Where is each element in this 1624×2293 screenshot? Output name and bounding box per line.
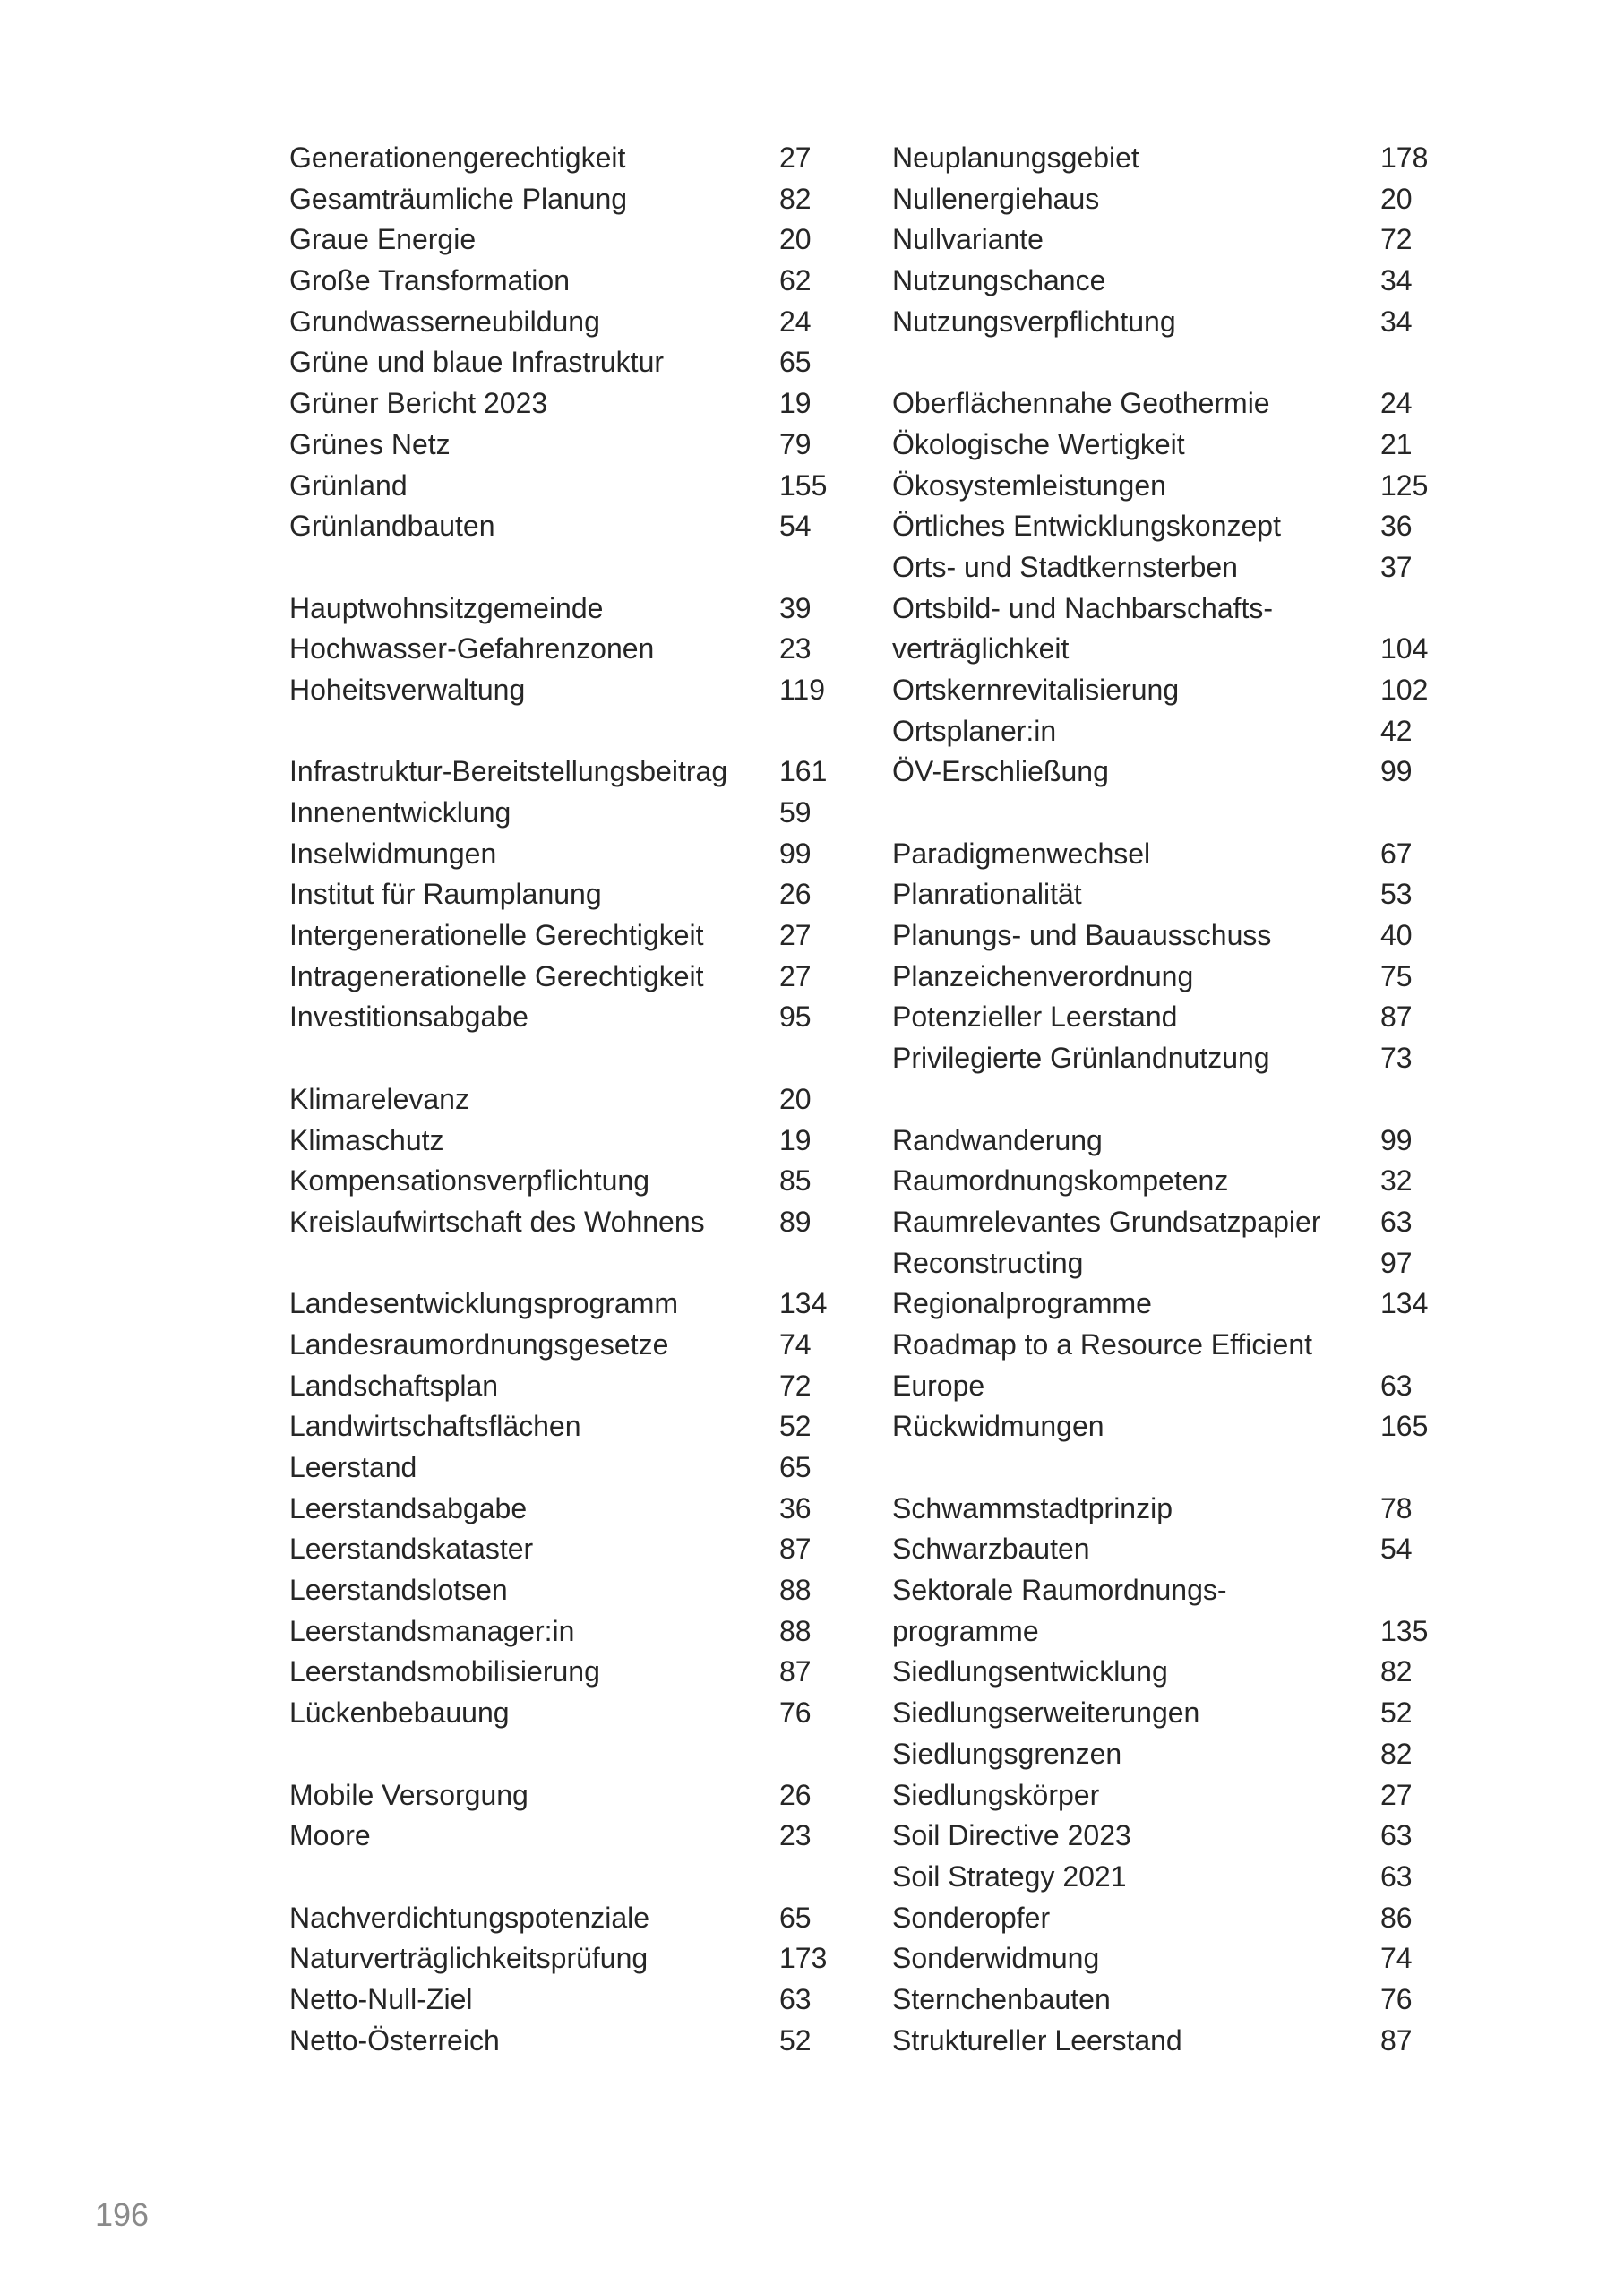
index-term: Nullvariante (892, 223, 1044, 256)
index-entry (892, 1529, 1448, 1570)
index-term: Moore (289, 1819, 371, 1852)
index-entry (892, 957, 1448, 998)
index-term: Privilegierte Grünlandnutzung (892, 1042, 1270, 1075)
index-term: Europe (892, 1369, 985, 1402)
index-page-ref: 119 (779, 673, 826, 706)
index-term: Lückenbebauung (289, 1696, 510, 1730)
index-page-ref: 36 (1380, 510, 1413, 543)
index-term: Leerstandsmobilisierung (289, 1655, 600, 1688)
index-term: Infrastruktur-Bereitstellungsbeitrag (289, 755, 728, 788)
index-entry (892, 1366, 1448, 1407)
index-term: Ökologische Wertigkeit (892, 427, 1185, 460)
index-page-ref: 95 (779, 1001, 812, 1034)
index-term: Nachverdichtungspotenziale (289, 1901, 650, 1934)
index-entry (892, 997, 1448, 1038)
index-page-ref: 87 (1380, 2023, 1413, 2057)
index-entry (892, 1938, 1448, 1980)
index-entry (289, 1693, 827, 1734)
index-entry (289, 1529, 827, 1570)
index-term: Ökosystemleistungen (892, 468, 1166, 502)
index-entry (892, 1121, 1448, 1162)
index-page-ref: 20 (1380, 182, 1413, 215)
index-term: Siedlungserweiterungen (892, 1696, 1200, 1730)
page-number: 196 (95, 2196, 150, 2233)
index-entry (892, 670, 1448, 711)
index-entry (892, 261, 1448, 302)
index-page-ref: 19 (779, 387, 812, 420)
index-term: Nullenergiehaus (892, 182, 1100, 215)
index-page-ref: 54 (1380, 1533, 1413, 1566)
index-term: Planungs- und Bauausschuss (892, 919, 1272, 952)
index-term: verträglichkeit (892, 632, 1070, 666)
index-page-ref: 99 (1380, 1123, 1413, 1156)
index-term: Netto-Österreich (289, 2023, 500, 2057)
index-page-ref: 63 (1380, 1819, 1413, 1852)
index-entry (289, 261, 827, 302)
index-page-ref: 42 (1380, 714, 1413, 747)
index-term: Investitionsabgabe (289, 1001, 528, 1034)
index-term: Grünes Netz (289, 427, 451, 460)
index-entry (892, 1489, 1448, 1530)
index-entry (289, 1980, 827, 2021)
index-entry (892, 1898, 1448, 1939)
index-term: Leerstandsabgabe (289, 1491, 528, 1524)
index-spacer (289, 1243, 827, 1284)
index-page-ref: 27 (779, 142, 812, 174)
index-term: Schwarzbauten (892, 1533, 1090, 1566)
index-term: ÖV-Erschließung (892, 755, 1109, 788)
index-entry (289, 834, 827, 875)
index-term: Örtliches Entwicklungskonzept (892, 510, 1281, 543)
index-entry (892, 1980, 1448, 2021)
index-term: Ortsbild- und Nachbarschafts- (892, 591, 1274, 624)
index-entry (289, 957, 827, 998)
index-entry (892, 1243, 1448, 1284)
index-spacer (289, 1734, 827, 1775)
index-page-ref: 34 (1380, 305, 1413, 338)
index-term: Kompensationsverpflichtung (289, 1164, 650, 1198)
index-entry (289, 670, 827, 711)
index-term: Grünlandbauten (289, 510, 495, 543)
index-entry (289, 138, 827, 179)
index-entry (289, 302, 827, 343)
index-page-ref: 89 (779, 1205, 812, 1238)
index-page-ref: 88 (779, 1574, 812, 1607)
index-entry (892, 1406, 1448, 1447)
index-term: Landschaftsplan (289, 1369, 499, 1402)
index-page-ref: 88 (779, 1614, 812, 1647)
index-entry (892, 383, 1448, 425)
index-entry (892, 302, 1448, 343)
index-term: Struktureller Leerstand (892, 2023, 1182, 2057)
index-page-ref: 32 (1380, 1164, 1413, 1198)
index-term: Leerstand (289, 1451, 417, 1483)
index-term: Intragenerationelle Gerechtigkeit (289, 959, 704, 992)
index-entry (892, 629, 1448, 670)
index-term: Intergenerationelle Gerechtigkeit (289, 919, 704, 952)
index-page-ref: 20 (779, 223, 812, 256)
index-term: Klimarelevanz (289, 1082, 469, 1115)
index-term: Neuplanungsgebiet (892, 142, 1139, 174)
index-page-ref: 87 (1380, 1001, 1413, 1034)
index-entry (289, 342, 827, 383)
index-entry (892, 1693, 1448, 1734)
index-term: Leerstandskataster (289, 1533, 534, 1566)
index-term: Klimaschutz (289, 1123, 444, 1156)
index-term: Leerstandsmanager:in (289, 1614, 575, 1647)
index-page-ref: 104 (1380, 632, 1429, 666)
index-page-ref: 78 (1380, 1491, 1413, 1524)
index-column-right (892, 138, 1448, 2061)
index-entry (892, 834, 1448, 875)
index-page-ref: 59 (779, 796, 812, 829)
index-entry (289, 1611, 827, 1653)
index-entry (289, 588, 827, 630)
index-entry (892, 1325, 1448, 1366)
index-term: Potenzieller Leerstand (892, 1001, 1178, 1034)
index-page-ref: 65 (779, 1451, 812, 1483)
index-term: Inselwidmungen (289, 837, 497, 870)
index-entry (289, 915, 827, 957)
index-page-ref: 52 (779, 2023, 812, 2057)
index-page-ref: 102 (1380, 673, 1429, 706)
index-term: Hoheitsverwaltung (289, 673, 526, 706)
index-entry (289, 1406, 827, 1447)
index-page-ref: 23 (779, 632, 812, 666)
index-term: Randwanderung (892, 1123, 1103, 1156)
index-term: Hochwasser-Gefahrenzonen (289, 632, 655, 666)
index-page-ref: 79 (779, 427, 812, 460)
index-page-ref: 74 (779, 1327, 812, 1361)
index-term: Graue Energie (289, 223, 477, 256)
index-page-ref: 76 (1380, 1982, 1413, 2015)
index-entry (289, 506, 827, 547)
index-page-ref: 173 (779, 1942, 828, 1975)
index-page-ref: 23 (779, 1819, 812, 1852)
index-entry (289, 793, 827, 834)
index-page-ref: 87 (779, 1533, 812, 1566)
index-term: Soil Directive 2023 (892, 1819, 1131, 1852)
index-term: Nutzungschance (892, 264, 1106, 297)
index-term: Grüner Bericht 2023 (289, 387, 548, 420)
index-page-ref: 73 (1380, 1042, 1413, 1075)
index-page-ref: 82 (779, 182, 812, 215)
index-entry (892, 1816, 1448, 1857)
index-entry (892, 1611, 1448, 1653)
index-spacer (892, 342, 1448, 383)
index-entry (892, 1652, 1448, 1693)
index-entry (289, 1570, 827, 1611)
index-term: Netto-Null-Ziel (289, 1982, 473, 2015)
index-term: Landesentwicklungsprogramm (289, 1287, 678, 1320)
index-term: Kreislaufwirtschaft des Wohnens (289, 1205, 705, 1238)
index-column-left (289, 138, 827, 2061)
index-entry (289, 1775, 827, 1816)
index-page-ref: 85 (779, 1164, 812, 1198)
index-entry (289, 1079, 827, 1121)
index-term: Raumordnungskompetenz (892, 1164, 1229, 1198)
index-entry (289, 425, 827, 466)
index-page-ref: 134 (779, 1287, 828, 1320)
index-entry (892, 1038, 1448, 1079)
index-entry (892, 1775, 1448, 1816)
index-term: Sektorale Raumordnungs- (892, 1574, 1227, 1607)
index-term: Sonderopfer (892, 1901, 1051, 1934)
index-page-ref: 24 (1380, 387, 1413, 420)
index-term: Regionalprogramme (892, 1287, 1152, 1320)
index-term: Große Transformation (289, 264, 570, 297)
index-entry (289, 219, 827, 261)
index-page-ref: 27 (779, 959, 812, 992)
index-entry (289, 2021, 827, 2062)
index-entry (892, 1734, 1448, 1775)
index-entry (289, 997, 827, 1038)
index-entry (892, 1284, 1448, 1325)
index-term: Landesraumordnungsgesetze (289, 1327, 669, 1361)
index-term: Ortskernrevitalisierung (892, 673, 1180, 706)
index-term: Rückwidmungen (892, 1410, 1104, 1443)
index-entry (289, 874, 827, 915)
index-page-ref: 36 (779, 1491, 812, 1524)
index-page-ref: 26 (779, 878, 812, 911)
index-term: Hauptwohnsitzgemeinde (289, 591, 604, 624)
index-page-ref: 21 (1380, 427, 1413, 460)
index-entry (289, 1938, 827, 1980)
index-entry (892, 588, 1448, 630)
index-page-ref: 54 (779, 510, 812, 543)
index-page-ref: 97 (1380, 1246, 1413, 1279)
index-page-ref: 82 (1380, 1655, 1413, 1688)
index-page-ref: 24 (779, 305, 812, 338)
index-entry (289, 1121, 827, 1162)
index-page-ref: 62 (779, 264, 812, 297)
index-term: Planzeichenverordnung (892, 959, 1194, 992)
index-spacer (892, 1447, 1448, 1489)
index-page-ref: 63 (1380, 1859, 1413, 1893)
index-page-ref: 72 (779, 1369, 812, 1402)
index-entry (289, 1898, 827, 1939)
index-entry (892, 1857, 1448, 1898)
index-term: Mobile Versorgung (289, 1778, 528, 1811)
index-term: Sonderwidmung (892, 1942, 1100, 1975)
index-term: Gesamträumliche Planung (289, 182, 628, 215)
index-term: Orts- und Stadtkernsterben (892, 550, 1238, 583)
index-page-ref: 75 (1380, 959, 1413, 992)
index-page-ref: 161 (779, 755, 828, 788)
index-entry (289, 466, 827, 507)
index-entry (892, 751, 1448, 793)
index-page-ref: 72 (1380, 223, 1413, 256)
index-page-ref: 67 (1380, 837, 1413, 870)
index-term: Siedlungskörper (892, 1778, 1100, 1811)
index-term: Siedlungsentwicklung (892, 1655, 1168, 1688)
index-entry (892, 219, 1448, 261)
index-page-ref: 39 (779, 591, 812, 624)
index-page-ref: 40 (1380, 919, 1413, 952)
index-page-ref: 76 (779, 1696, 812, 1730)
index-term: Raumrelevantes Grundsatzpapier (892, 1205, 1321, 1238)
index-entry (892, 711, 1448, 752)
index-entry (892, 2021, 1448, 2062)
index-entry (289, 751, 827, 793)
index-term: Roadmap to a Resource Efficient (892, 1327, 1312, 1361)
index-term: Grüne und blaue Infrastruktur (289, 346, 665, 379)
index-term: Innenentwicklung (289, 796, 511, 829)
index-entry (892, 466, 1448, 507)
index-page-ref: 135 (1380, 1614, 1429, 1647)
index-entry (892, 1161, 1448, 1202)
index-entry (289, 383, 827, 425)
index-term: Landwirtschaftsflächen (289, 1410, 581, 1443)
index-page-ref: 37 (1380, 550, 1413, 583)
index-page-ref: 165 (1380, 1410, 1429, 1443)
index-entry (892, 179, 1448, 220)
index-spacer (289, 1857, 827, 1898)
index-entry (289, 1161, 827, 1202)
index-term: Grundwasserneubildung (289, 305, 600, 338)
index-entry (289, 1489, 827, 1530)
index-entry (289, 1652, 827, 1693)
index-term: Schwammstadtprinzip (892, 1491, 1173, 1524)
index-spacer (289, 547, 827, 588)
index-entry (289, 1447, 827, 1489)
index-page-ref: 134 (1380, 1287, 1429, 1320)
index-spacer (289, 711, 827, 752)
index-page-ref: 74 (1380, 1942, 1413, 1975)
index-spacer (892, 1079, 1448, 1121)
index-entry (289, 1202, 827, 1243)
index-page-ref: 27 (1380, 1778, 1413, 1811)
index-term: Reconstructing (892, 1246, 1084, 1279)
index-page-ref: 125 (1380, 468, 1429, 502)
index-spacer (892, 793, 1448, 834)
index-term: Oberflächennahe Geothermie (892, 387, 1270, 420)
index-term: Ortsplaner:in (892, 714, 1057, 747)
index-page-ref: 86 (1380, 1901, 1413, 1934)
index-page-ref: 65 (779, 1901, 812, 1934)
index-term: Sternchenbauten (892, 1982, 1111, 2015)
index-page-ref: 63 (1380, 1369, 1413, 1402)
index-entry (892, 506, 1448, 547)
index-page-ref: 63 (779, 1982, 812, 2015)
index-page-ref: 26 (779, 1778, 812, 1811)
index-term: programme (892, 1614, 1039, 1647)
index-entry (892, 425, 1448, 466)
index-page-ref: 53 (1380, 878, 1413, 911)
index-entry (892, 1570, 1448, 1611)
index-page-ref: 65 (779, 346, 812, 379)
index-page-ref: 178 (1380, 142, 1429, 174)
index-page-ref: 19 (779, 1123, 812, 1156)
index-page-ref: 52 (1380, 1696, 1413, 1730)
index-page-ref: 20 (779, 1082, 812, 1115)
index-entry (289, 179, 827, 220)
index-entry (892, 874, 1448, 915)
index-spacer (289, 1038, 827, 1079)
index-page-ref: 52 (779, 1410, 812, 1443)
index-page-ref: 27 (779, 919, 812, 952)
index-page-ref: 99 (779, 837, 812, 870)
index-page-ref: 82 (1380, 1737, 1413, 1770)
index-term: Paradigmenwechsel (892, 837, 1151, 870)
index-term: Naturverträglichkeitsprüfung (289, 1942, 649, 1975)
index-page-ref: 63 (1380, 1205, 1413, 1238)
index-term: Leerstandslotsen (289, 1574, 508, 1607)
index-term: Siedlungsgrenzen (892, 1737, 1122, 1770)
index-term: Planrationalität (892, 878, 1082, 911)
index-entry (289, 1284, 827, 1325)
index-entry (892, 1202, 1448, 1243)
index-entry (892, 547, 1448, 588)
index-entry (892, 915, 1448, 957)
index-entry (289, 1325, 827, 1366)
index-term: Grünland (289, 468, 408, 502)
index-entry (289, 1366, 827, 1407)
index-page-ref: 155 (779, 468, 828, 502)
index-page-ref: 34 (1380, 264, 1413, 297)
index-page-ref: 99 (1380, 755, 1413, 788)
index-entry (289, 1816, 827, 1857)
index-term: Soil Strategy 2021 (892, 1859, 1127, 1893)
index-term: Nutzungsverpflichtung (892, 305, 1176, 338)
index-entry (289, 629, 827, 670)
index-entry (892, 138, 1448, 179)
index-page-ref: 87 (779, 1655, 812, 1688)
index-term: Generationengerechtigkeit (289, 142, 626, 174)
index-term: Institut für Raumplanung (289, 878, 602, 911)
